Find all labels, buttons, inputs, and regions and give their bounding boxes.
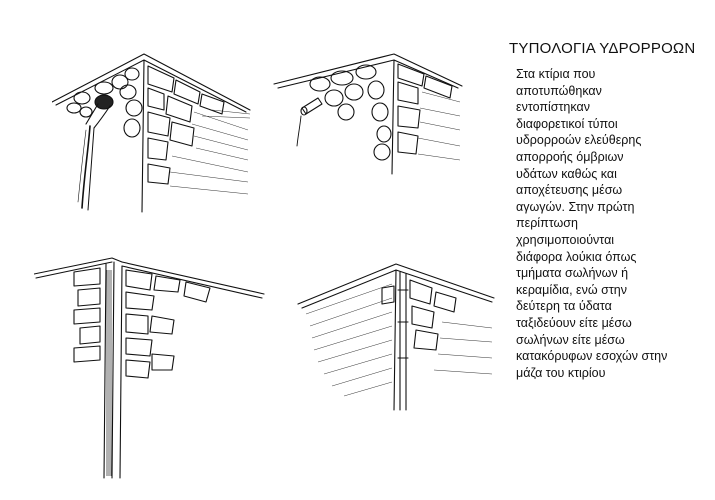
paragraph-line: σωλήνων είτε μέσω xyxy=(516,332,625,347)
sketch-downpipe-drawing xyxy=(296,262,496,412)
paragraph-line: Στα κτίρια που xyxy=(516,67,596,81)
sketch-spout-water xyxy=(52,52,254,214)
paragraph-line: ταξιδεύουν είτε μέσω xyxy=(516,315,632,330)
paragraph-line: διαφορετικοί τύποι xyxy=(516,116,618,131)
sketch-downpipe xyxy=(296,262,496,412)
paragraph-line: τμήματα σωλήνων ή xyxy=(516,266,629,281)
paragraph-line: χρησιμοποιούνται xyxy=(516,232,615,247)
paragraph-line: αποχέτευσης μέσω xyxy=(516,183,623,198)
paragraph-line: περίπτωση xyxy=(516,216,578,231)
description-paragraph xyxy=(516,66,696,381)
paragraph-line: εντοπίστηκαν xyxy=(516,100,590,115)
paragraph-line: μάζα του κτιρίου xyxy=(516,365,606,380)
paragraph-line: κεραμίδια, ενώ στην xyxy=(516,282,627,297)
sketch-vertical-recess-drawing xyxy=(34,250,266,480)
paragraph-line: αγωγών. Στην πρώτη xyxy=(516,199,635,214)
paragraph-line: αποτυπώθηκαν xyxy=(516,83,602,98)
sketch-vertical-recess xyxy=(34,250,266,480)
sketch-pipe-spout-drawing xyxy=(272,46,468,176)
paragraph-line: υδρορροών ελεύθερης xyxy=(516,133,642,148)
paragraph-line: δεύτερη τα ύδατα xyxy=(516,299,612,314)
sketch-pipe-spout xyxy=(272,46,468,176)
sketch-spout-water-drawing xyxy=(52,52,254,214)
paragraph-line: κατακόρυφων εσοχών στην xyxy=(516,349,668,364)
paragraph-line: απορροής όμβριων xyxy=(516,149,624,164)
paragraph-line: διάφορα λούκια όπως xyxy=(516,249,637,264)
page-title: ΤΥΠΟΛΟΓΙΑ ΥΔΡΟΡΡΟΩΝ xyxy=(509,40,696,57)
paragraph-line: υδάτων καθώς και xyxy=(516,166,617,181)
